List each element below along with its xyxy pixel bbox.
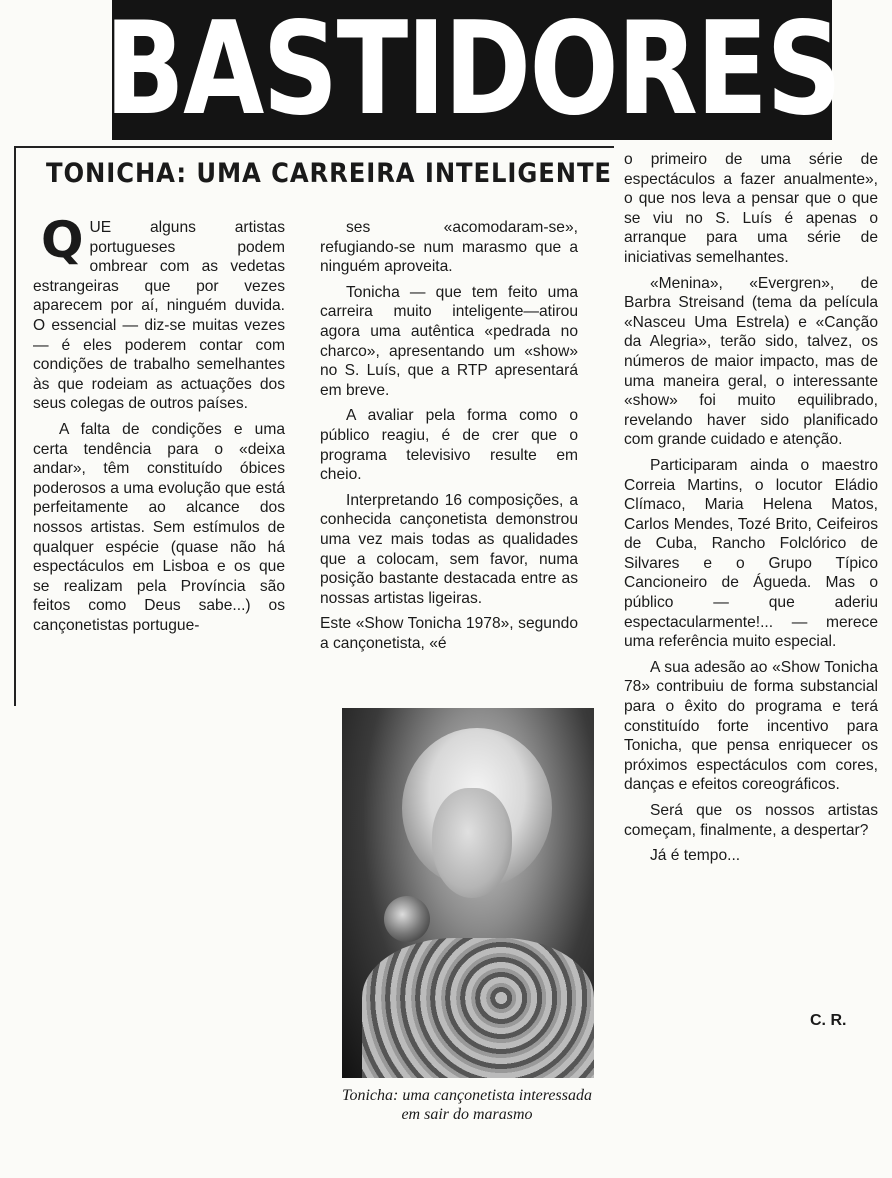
paragraph: A sua adesão ao «Show Tonicha 78» contribuiu de forma substancial para o êxito do programa e terá constituído forte incentivo para Tonicha, que pensa enriquecer os próximos espectáculos com cores, danças e efeitos coreográficos. — [624, 658, 878, 794]
paragraph: A avaliar pela forma como o público reagiu, é de crer que o programa televisivo resulte em cheio. — [320, 407, 578, 484]
paragraph: ses «acomodaram-se», refugiando-se num marasmo que a ninguém aproveita. — [320, 219, 578, 276]
column-3 — [624, 150, 878, 872]
dress-shape — [362, 938, 594, 1078]
drop-cap: Q — [41, 211, 84, 269]
masthead — [104, 0, 840, 144]
face-shape — [432, 788, 512, 898]
paragraph — [33, 211, 285, 414]
paragraph: Será que os nossos artistas começam, finalmente, a despertar? — [624, 802, 878, 839]
left-rule — [14, 146, 16, 706]
top-rule — [14, 146, 614, 148]
paragraph: Interpretando 16 composições, a conhecida cançonetista demonstrou uma vez mais todas as qualidades que a colocam, sem favor, numa posição bastante destacada entre as nossas artistas ligeiras. — [320, 491, 578, 607]
column-1 — [33, 211, 285, 641]
paragraph: Já é tempo... — [650, 847, 741, 865]
headline: TONICHA: UMA CARREIRA INTELIGENTE — [46, 158, 612, 189]
singer-photo — [342, 708, 594, 1078]
paragraph-text: UE alguns artistas portugueses podem ombrear com as vedetas estrangeiras que por vezes aparecem por aí, ninguém duvida. O essencial — diz-se muitas vezes — é eles poderem contar com condições de trabalho semelhantes às que rodeiam as actuações dos seus colegas de outros países. — [33, 219, 285, 413]
paragraph: o primeiro de uma série de espectáculos a fazer anualmente», o que nos leva a pensar que o que se viu no S. Luís é apenas o arranque para uma série de iniciativas semelhantes. — [624, 151, 878, 266]
column-2 — [320, 218, 578, 659]
author-signature: C. R. — [810, 1012, 847, 1029]
paragraph: A falta de condições e uma certa tendência para o «deixa andar», têm constituído óbices poderosos a uma evolução que está perfeitamente ao alcance dos nossos artistas. Sem estímulos de qualquer espécie (quase não há espectáculos em Lisboa e os que se realizam pela Província são feitos como Deus sabe...) os cançonetistas portugue- — [33, 420, 285, 634]
microphone-icon — [384, 896, 430, 942]
paragraph: Tonicha — que tem feito uma carreira muito inteligente—atirou agora uma autêntica «pedrada no charco», apresentando um «show» no S. Luís, que a RTP apresentará em breve. — [320, 283, 578, 399]
paragraph: «Menina», «Evergren», de Barbra Streisand (tema da película «Nasceu Uma Estrela) e «Canção da Alegria», terão sido, talvez, os números de maior impacto, mas de uma maneira geral, o interessante «show» foi muito equilibrado, revelando haver sido planificado com grande cuidado e atenção. — [624, 274, 878, 449]
photo-caption: Tonicha: uma cançonetista interessada em sair do marasmo — [342, 1087, 592, 1123]
paragraph: Este «Show Tonicha 1978», segundo a cançonetista, «é — [320, 615, 578, 652]
paragraph: Participaram ainda o maestro Correia Martins, o locutor Eládio Clímaco, Maria Helena Matos, Carlos Mendes, Tozé Brito, Ceifeiros de Cuba, Rancho Folclórico de Silvares e o Grupo Típico Cancioneiro de Águeda. Mas o público — que aderiu espectacularmente!... — merece uma referência muito especial. — [624, 456, 878, 651]
masthead-title: BASTIDORES — [104, 0, 840, 144]
